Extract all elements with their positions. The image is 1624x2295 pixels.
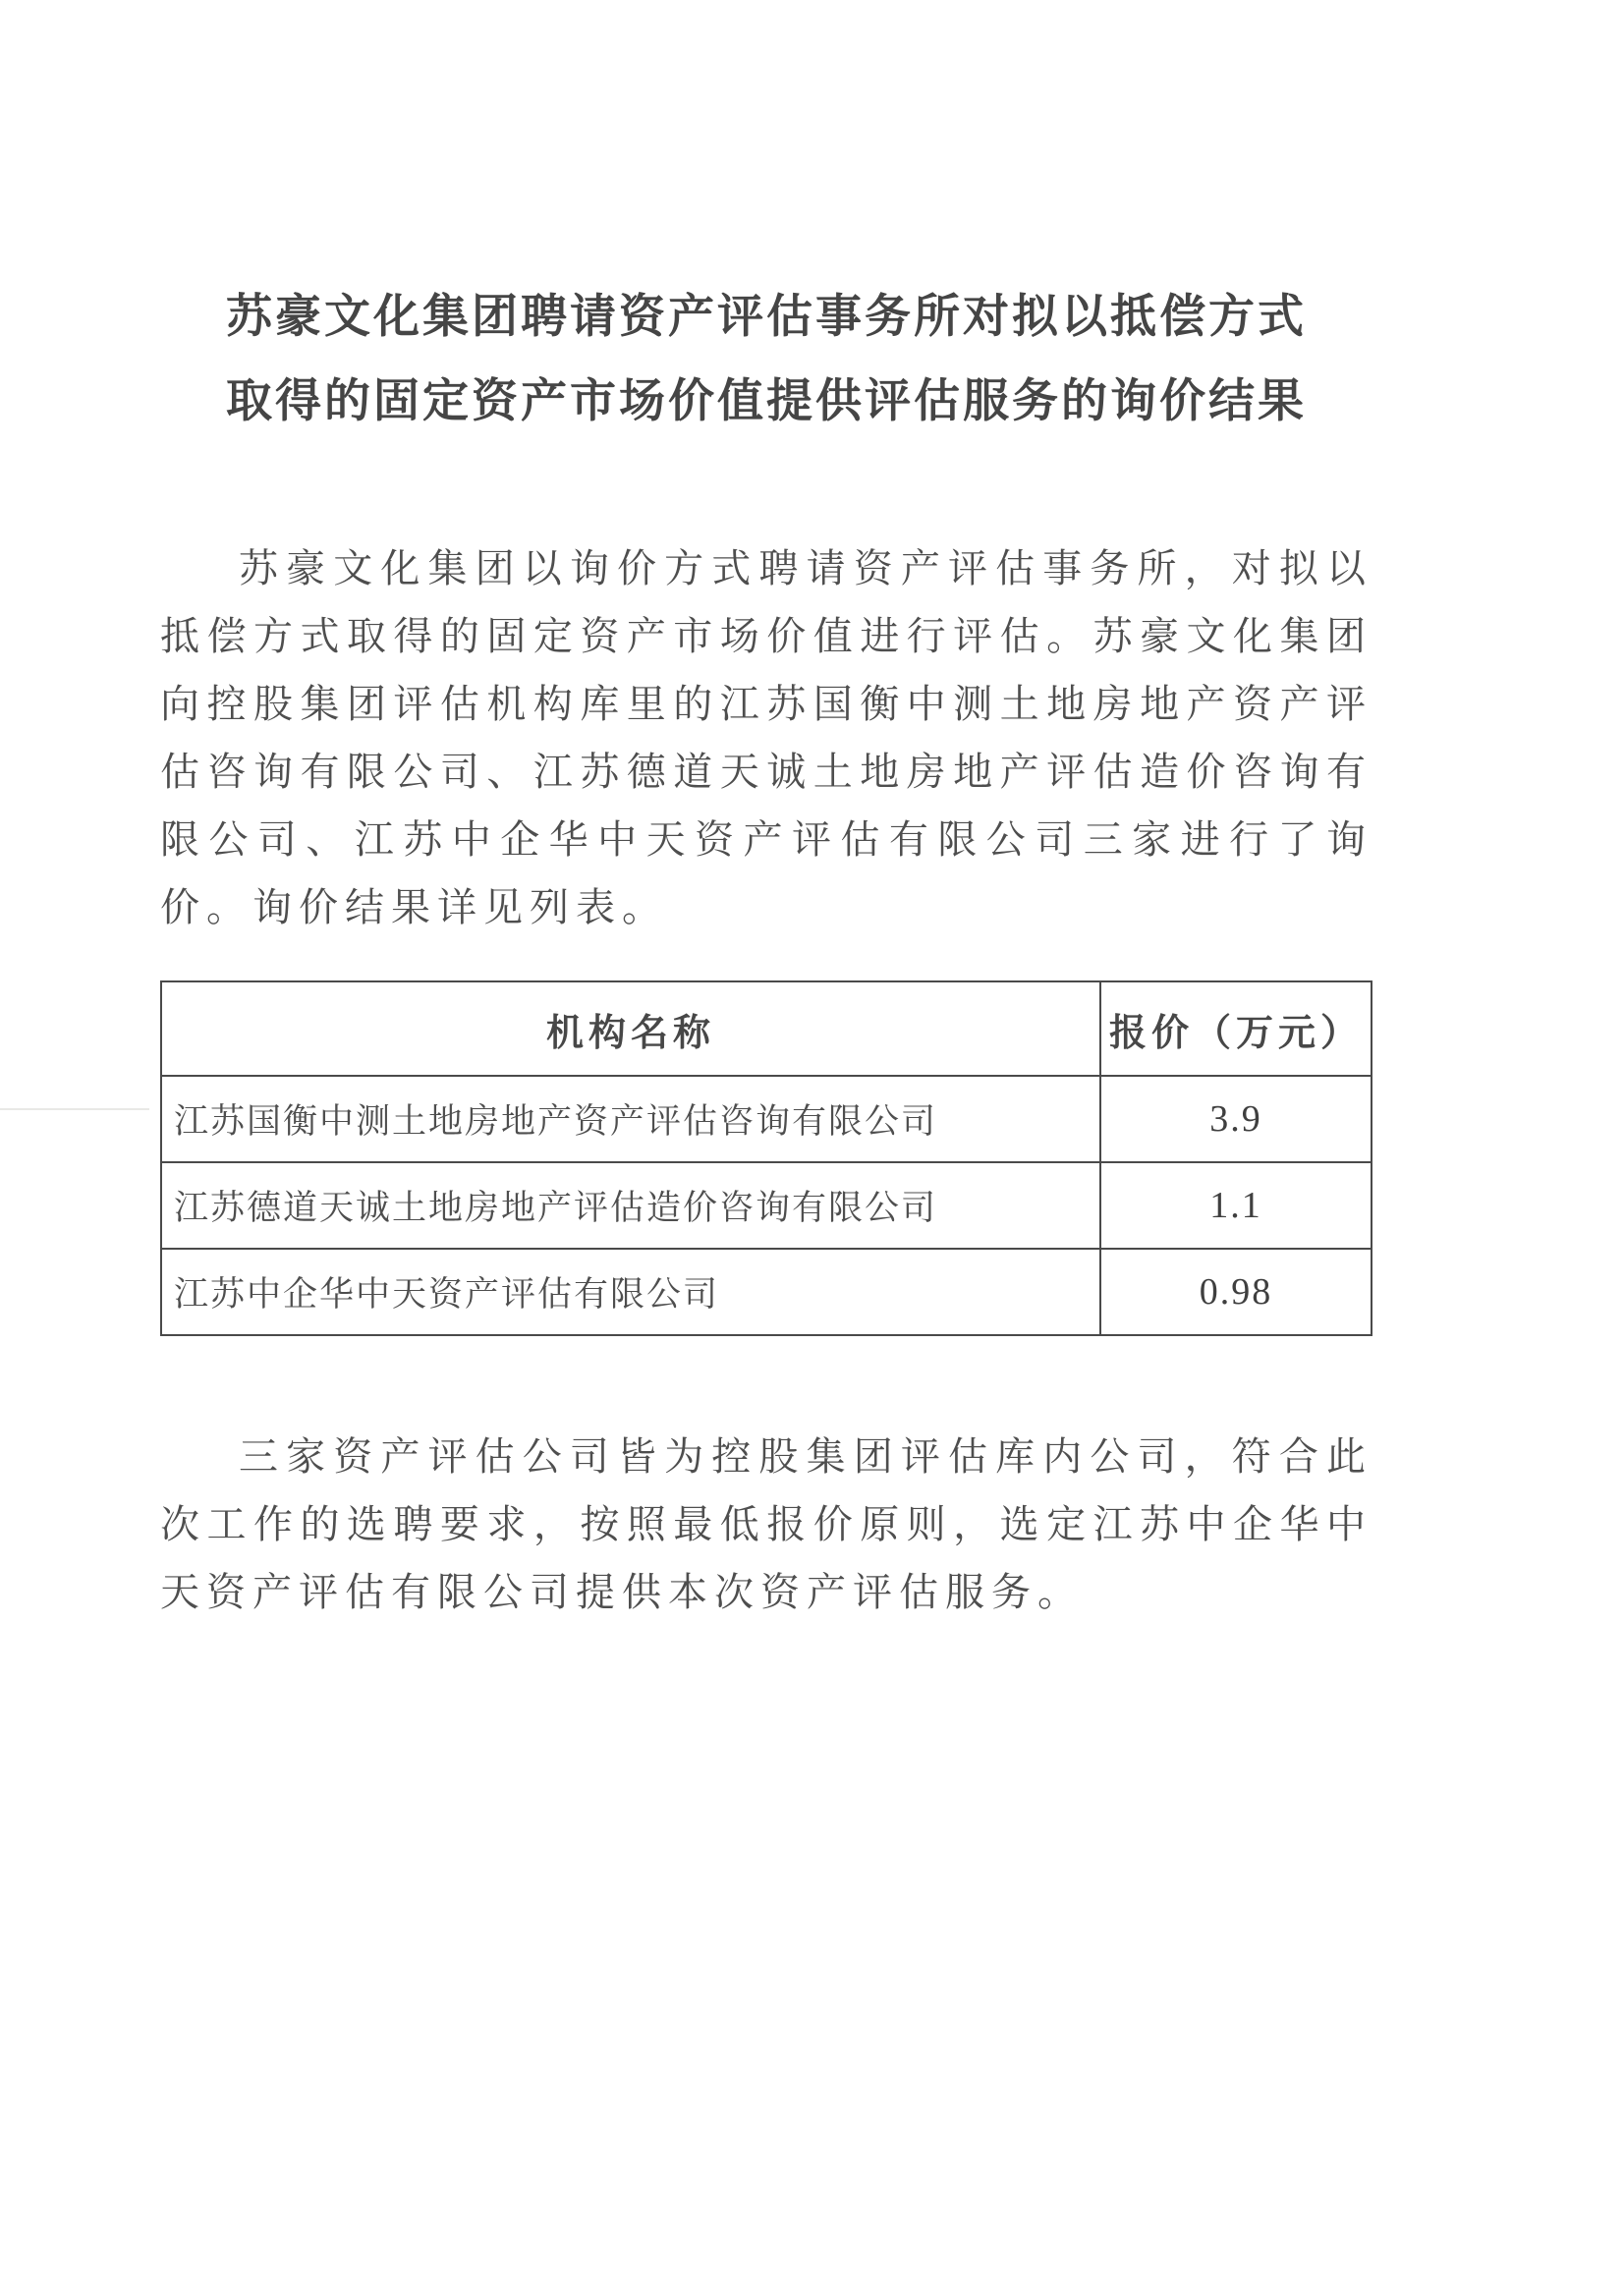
- org-name-cell: 江苏国衡中测土地房地产资产评估咨询有限公司: [161, 1076, 1100, 1162]
- table-header-row: [161, 981, 1372, 1076]
- header-price: 报价（万元）: [1100, 981, 1372, 1076]
- scan-artifact-line: [0, 1108, 149, 1110]
- price-cell: 3.9: [1100, 1076, 1372, 1162]
- org-name-cell: 江苏中企华中天资产评估有限公司: [161, 1249, 1100, 1335]
- title-line-1: 苏豪文化集团聘请资产评估事务所对拟以抵偿方式: [226, 292, 1307, 343]
- conclusion-paragraph: 三家资产评估公司皆为控股集团评估库内公司，符合此次工作的选聘要求，按照最低报价原则，选定江苏中企华中天资产评估有限公司提供本次资产评估服务。: [160, 1434, 1372, 1614]
- org-name-cell: 江苏德道天诚土地房地产评估造价咨询有限公司: [161, 1162, 1100, 1249]
- table-row: [161, 1249, 1372, 1335]
- table-row: [161, 1076, 1372, 1162]
- quote-table: [160, 980, 1372, 1336]
- intro-paragraph: 苏豪文化集团以询价方式聘请资产评估事务所，对拟以抵偿方式取得的固定资产市场价值进行评估。苏豪文化集团向控股集团评估机构库里的江苏国衡中测土地房地产资产评估咨询有限公司、江苏德道天诚土地房地产评估造价咨询有限公司、江苏中企华中天资产评估有限公司三家进行了询价。询价结果详见列表。: [160, 546, 1372, 929]
- price-cell: 1.1: [1100, 1162, 1372, 1249]
- table-row: [161, 1162, 1372, 1249]
- title-line-2: 取得的固定资产市场价值提供评估服务的询价结果: [226, 376, 1307, 427]
- document-title: [160, 275, 1372, 444]
- header-org-name: 机构名称: [161, 981, 1100, 1076]
- price-cell: 0.98: [1100, 1249, 1372, 1335]
- document-page: [160, 275, 1372, 1626]
